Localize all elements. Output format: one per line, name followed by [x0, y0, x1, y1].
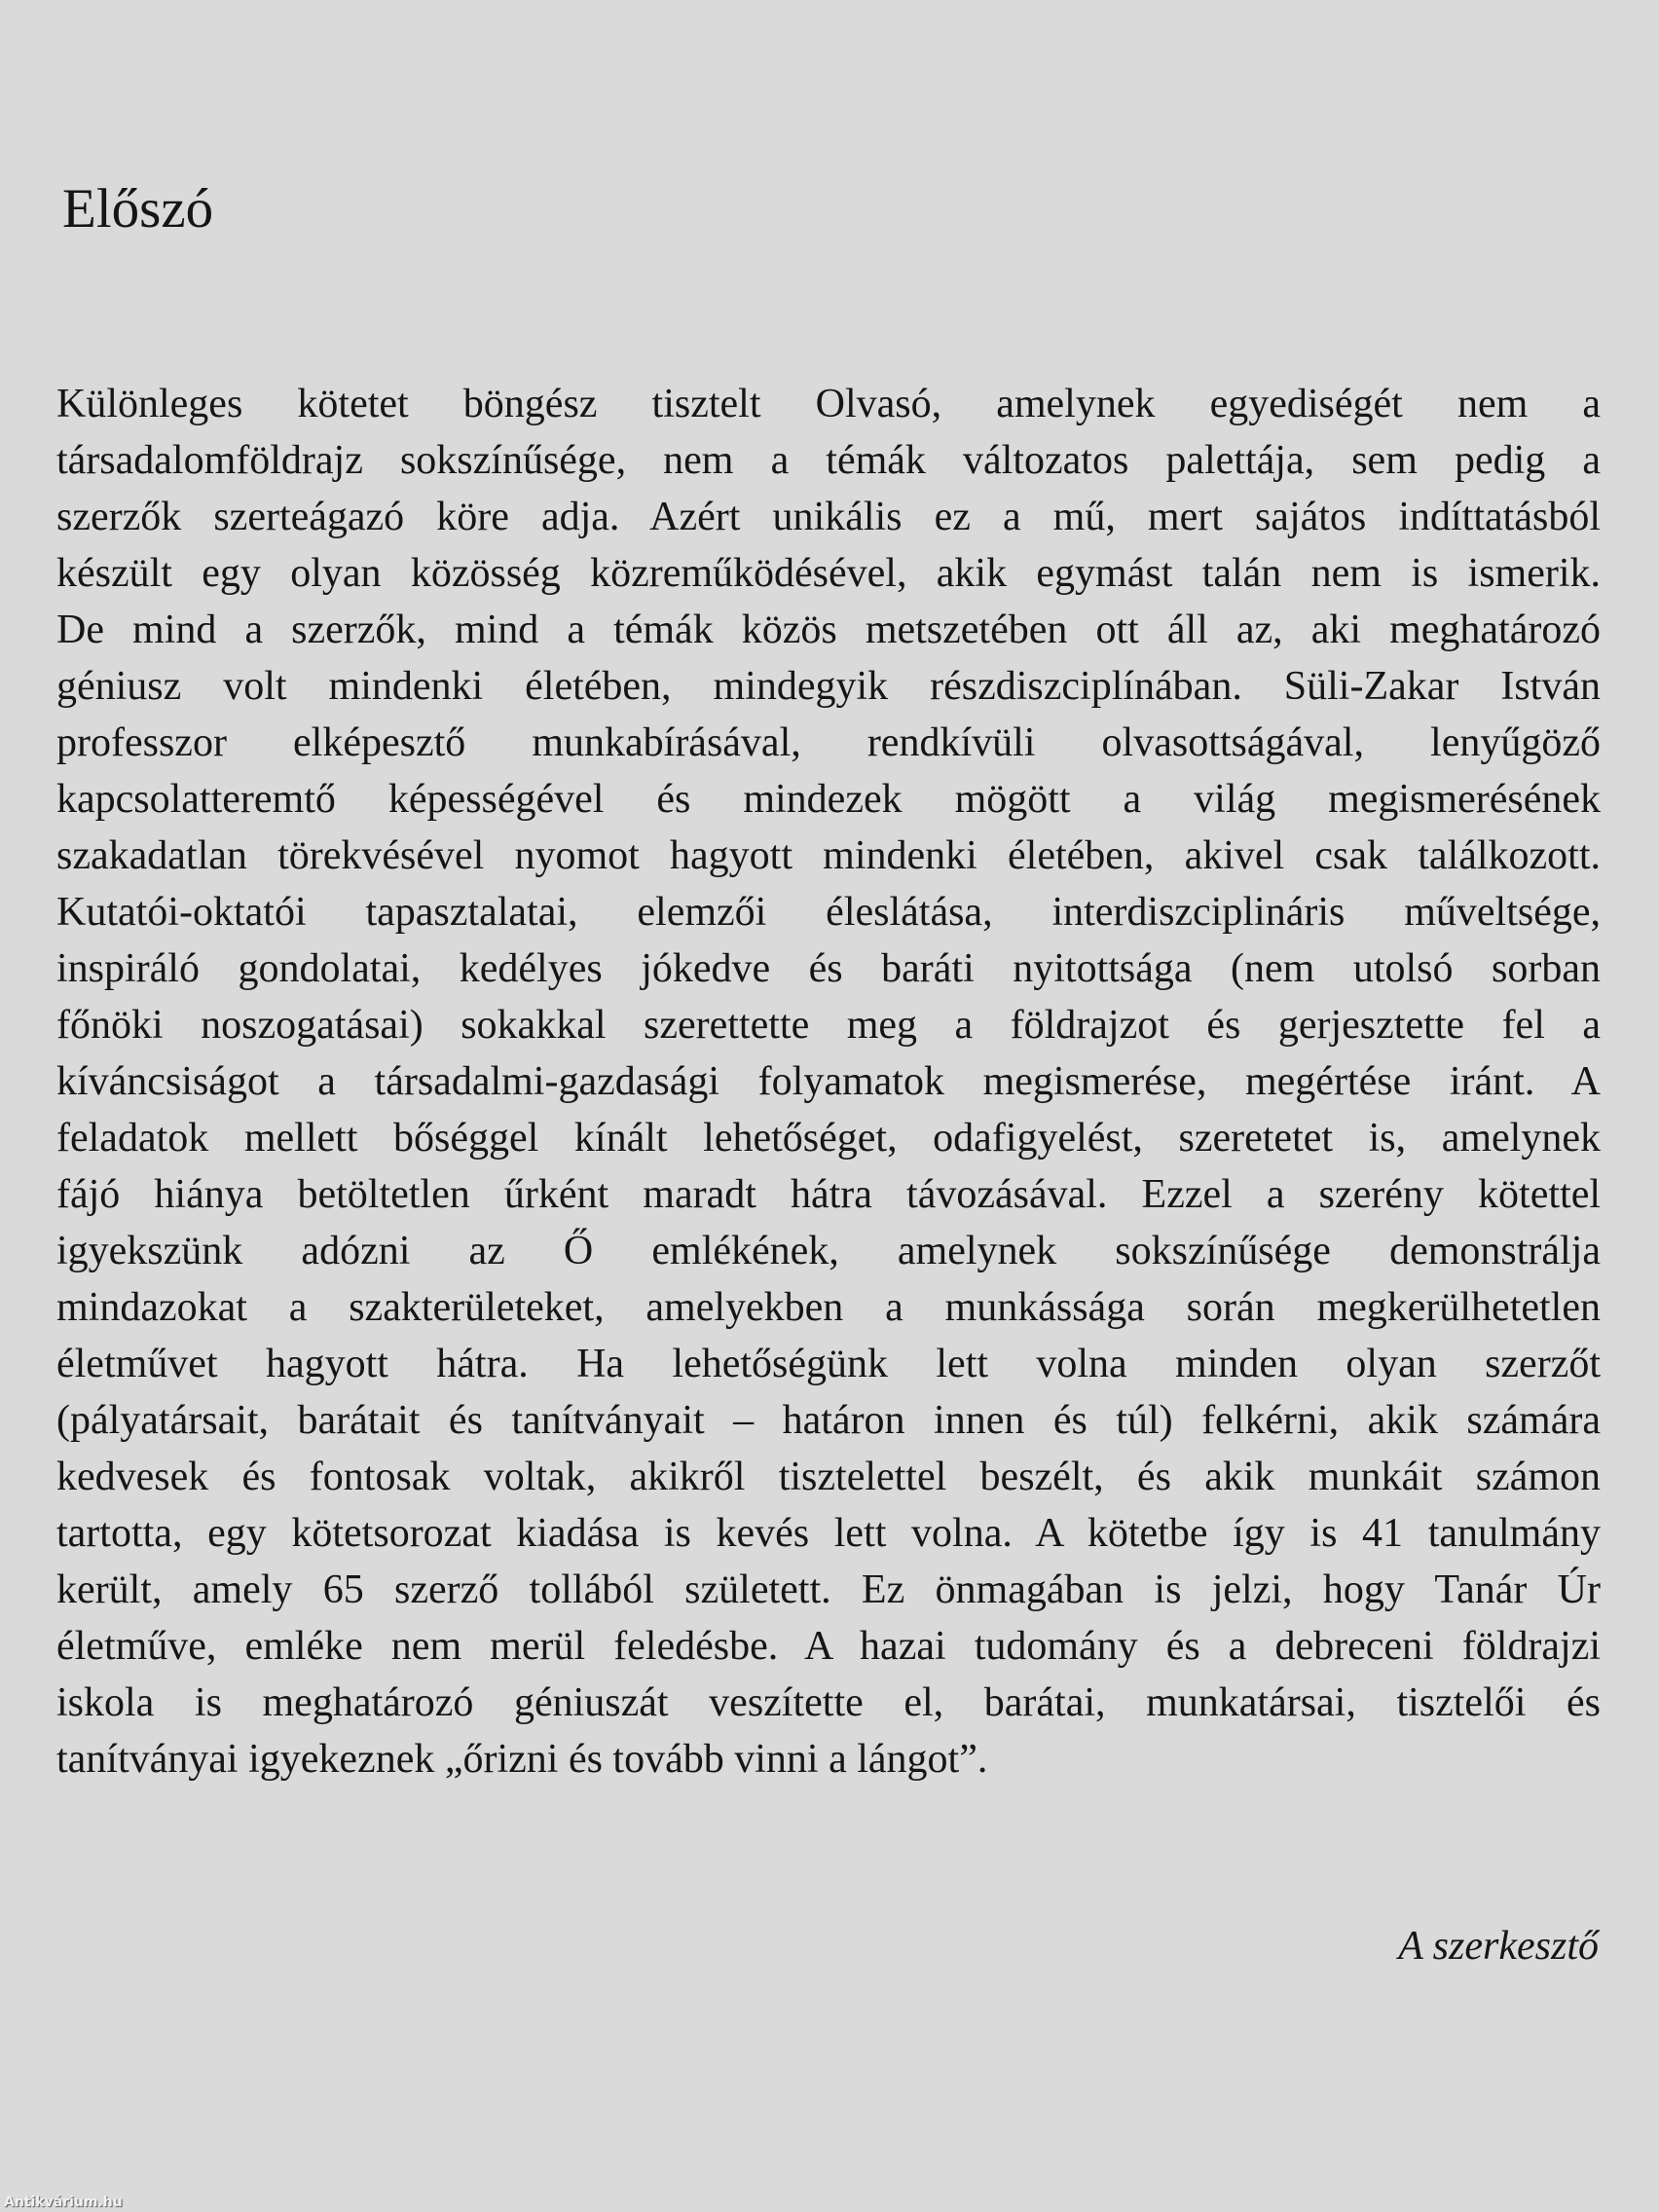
text-line: szerzők szerteágazó köre adja. Azért unikális ez a mű, mert sajátos indíttatásból — [56, 495, 1601, 539]
text-line: Különleges kötetet böngész tisztelt Olvasó, amelynek egyediségét nem a — [56, 382, 1601, 426]
text-line: került, amely 65 szerző tollából született. Ez önmagában is jelzi, hogy Tanár Úr — [56, 1567, 1601, 1612]
text-line: kapcsolatteremtő képességével és mindezek mögött a világ megismerésének — [56, 777, 1601, 822]
page-title: Előszó — [62, 178, 214, 240]
text-line: fájó hiánya betöltetlen űrként maradt hátra távozásával. Ezzel a szerény kötettel — [56, 1172, 1601, 1217]
text-line: géniusz volt mindenki életében, mindegyik részdiszciplínában. Süli-Zakar István — [56, 664, 1601, 709]
text-line: igyekszünk adózni az Ő emlékének, amelynek sokszínűsége demonstrálja — [56, 1229, 1601, 1273]
text-line: tanítványai igyekeznek „őrizni és tovább vinni a lángot”. — [56, 1737, 988, 1782]
text-line: De mind a szerzők, mind a témák közös metszetében ott áll az, aki meghatározó — [56, 608, 1601, 652]
text-line: életműve, emléke nem merül feledésbe. A hazai tudomány és a debreceni földrajzi — [56, 1624, 1601, 1669]
preface-paragraph — [56, 376, 1601, 1788]
text-line: kíváncsiságot a társadalmi-gazdasági folyamatok megismerése, megértése iránt. A — [56, 1059, 1601, 1104]
text-line: főnöki noszogatásai) sokakkal szerettette meg a földrajzot és gerjesztette fel a — [56, 1003, 1601, 1048]
text-line: feladatok mellett bőséggel kínált lehetőséget, odafigyelést, szeretetet is, amelynek — [56, 1116, 1601, 1161]
text-line: (pályatársait, barátait és tanítványait – határon innen és túl) felkérni, akik számára — [56, 1398, 1601, 1443]
signature: A szerkesztő — [1398, 1924, 1599, 1969]
text-line: iskola is meghatározó géniuszát veszítette el, barátai, munkatársai, tisztelői és — [56, 1680, 1601, 1725]
watermark: Antikvárium.hu — [4, 2194, 123, 2210]
text-line: életművet hagyott hátra. Ha lehetőségünk lett volna minden olyan szerzőt — [56, 1342, 1601, 1386]
text-line: szakadatlan törekvésével nyomot hagyott mindenki életében, akivel csak találkozott. — [56, 833, 1601, 878]
text-line: professzor elképesztő munkabírásával, rendkívüli olvasottságával, lenyűgöző — [56, 720, 1601, 765]
text-line: társadalomföldrajz sokszínűsége, nem a témák változatos palettája, sem pedig a — [56, 438, 1601, 483]
text-line: mindazokat a szakterületeket, amelyekben a munkássága során megkerülhetetlen — [56, 1285, 1601, 1330]
text-line: inspiráló gondolatai, kedélyes jókedve és baráti nyitottsága (nem utolsó sorban — [56, 946, 1601, 991]
text-line: kedvesek és fontosak voltak, akikről tisztelettel beszélt, és akik munkáit számon — [56, 1455, 1601, 1499]
text-line: készült egy olyan közösség közreműködésével, akik egymást talán nem is ismerik. — [56, 551, 1601, 596]
text-line: tartotta, egy kötetsorozat kiadása is kevés lett volna. A kötetbe így is 41 tanulmány — [56, 1511, 1601, 1556]
text-line: Kutatói-oktatói tapasztalatai, elemzői éleslátása, interdiszciplináris műveltsége, — [56, 890, 1601, 935]
